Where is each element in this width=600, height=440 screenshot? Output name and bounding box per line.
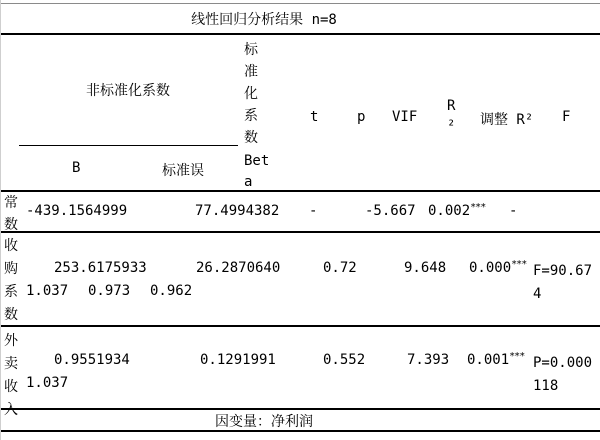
row2-b-value: 253.6175933: [54, 260, 147, 276]
unstandardized-subheader-rule: [19, 145, 238, 146]
row1-significance-stars: ***: [470, 202, 486, 213]
row3-t-value: 7.393: [407, 352, 450, 368]
row1-b-value: -439.1564999: [26, 203, 128, 219]
row3-std-error-value: 0.1291991: [200, 352, 276, 368]
row2-label: 收购系数: [4, 238, 18, 323]
row3-p-number: 0.001: [467, 352, 510, 368]
row3-b-value: 0.9551934: [54, 352, 130, 368]
header-t: t: [310, 109, 319, 125]
row2-beta-value: 0.72: [323, 260, 357, 276]
row3-bottom-rule: [1, 408, 600, 410]
header-p: p: [357, 109, 366, 125]
header-top-rule: [1, 33, 600, 35]
row1-beta-value: -: [309, 203, 318, 219]
dependent-variable-note: 因变量：净利润: [215, 414, 313, 430]
header-b: B: [72, 160, 81, 176]
row3-beta-value: 0.552: [323, 352, 366, 368]
table-outer-top-rule: [1, 3, 600, 4]
row1-label-constant: 常数: [4, 195, 18, 233]
header-std-error: 标准误: [162, 163, 204, 179]
header-unstandardized-coefficients: 非标准化系数: [86, 83, 170, 99]
row3-f-p-value: P=0.000118: [533, 355, 593, 394]
row1-t-value: -5.667: [365, 203, 416, 219]
header-f: F: [562, 109, 571, 125]
row2-adj-r-squared-value: 0.962: [150, 283, 193, 299]
row2-p-value: [469, 260, 526, 276]
row1-p-value: [428, 203, 485, 219]
row1-bottom-rule: [1, 231, 600, 233]
header-standardized-coefficients: 标准化系数: [244, 42, 258, 146]
row3-p-value: [467, 352, 524, 368]
row1-p-number: 0.002: [428, 203, 471, 219]
row3-label: 外卖收入: [4, 333, 18, 418]
header-adj-r-squared: 调整 R²: [480, 112, 534, 128]
table-title: 线性回归分析结果 n=8: [191, 12, 337, 28]
header-beta: Beta: [244, 153, 270, 190]
row2-bottom-rule: [1, 325, 600, 327]
row3-vif-value: 1.037: [26, 375, 69, 391]
row3-significance-stars: ***: [509, 351, 525, 362]
row2-r-squared-value: 0.973: [88, 283, 131, 299]
header-r-squared: R²: [447, 98, 456, 134]
row2-t-value: 9.648: [404, 260, 447, 276]
header-bottom-rule: [1, 190, 600, 192]
row2-p-number: 0.000: [469, 260, 512, 276]
row2-significance-stars: ***: [511, 259, 527, 270]
row1-vif-value: -: [509, 203, 518, 219]
header-vif: VIF: [392, 109, 418, 125]
row2-f-value: F=90.674: [533, 263, 593, 302]
row1-std-error-value: 77.4994382: [195, 203, 280, 219]
row2-std-error-value: 26.2870640: [196, 260, 281, 276]
row2-vif-value: 1.037: [26, 283, 69, 299]
